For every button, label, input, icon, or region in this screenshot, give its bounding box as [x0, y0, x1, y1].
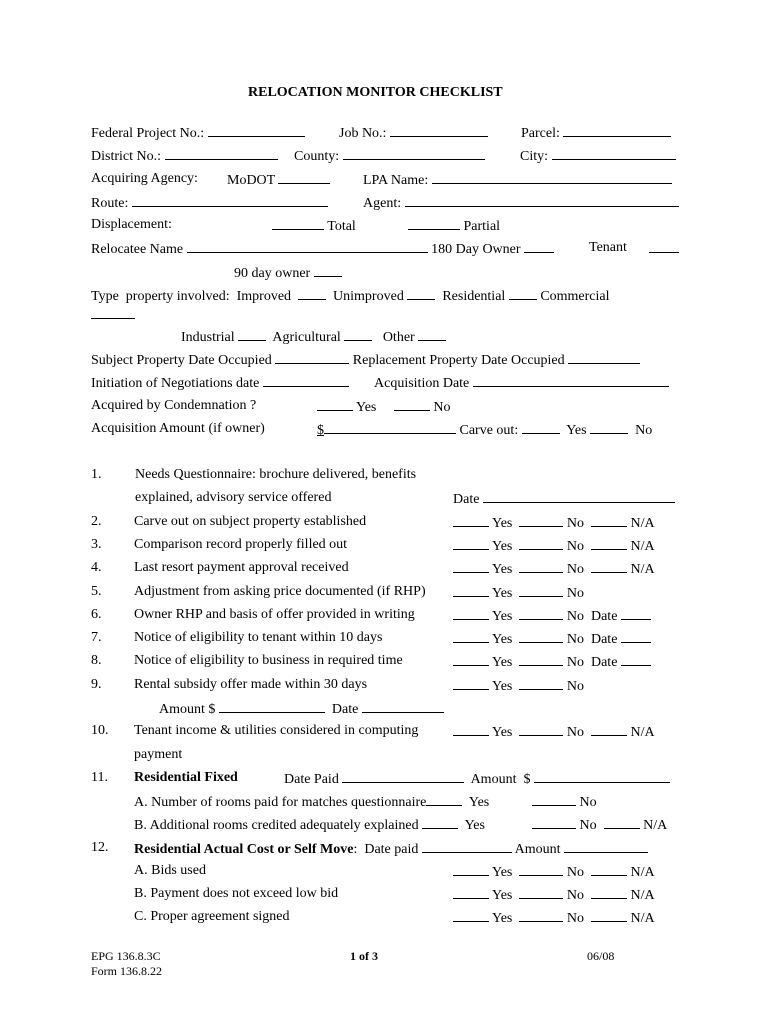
item-12a-letter: A. [134, 863, 148, 878]
item-11b-na-field[interactable] [604, 816, 640, 829]
type-property-label: Type property involved: [91, 289, 230, 304]
acq-amount-field[interactable] [324, 421, 456, 434]
no-label: No [635, 423, 653, 438]
yes-label: Yes [491, 655, 513, 670]
carve-out-label: Carve out: [459, 423, 519, 438]
date-label: Date [590, 655, 618, 670]
item-11-amount-label: Amount [470, 772, 517, 787]
agent-label: Agent: [363, 196, 402, 211]
route-field[interactable] [132, 194, 328, 207]
item-11b-text: Additional rooms credited adequately explained [149, 818, 419, 833]
item-12a-text: Bids used [151, 863, 206, 878]
item-11b-no-field[interactable] [532, 816, 576, 829]
acq-amount-label: Acquisition Amount (if owner) [91, 421, 265, 436]
item-10-text-cont: payment [134, 747, 183, 762]
item-11-heading: Residential Fixed [134, 770, 238, 785]
replacement-date-field[interactable] [568, 351, 640, 364]
item-2-na-field[interactable] [591, 514, 627, 527]
item-11-date-paid-field[interactable] [342, 770, 464, 783]
item-6-yes-field[interactable] [453, 607, 489, 620]
item-12b-na-field[interactable] [591, 886, 627, 899]
acquisition-date-label: Acquisition Date [374, 376, 470, 391]
lpa-name-field[interactable] [432, 171, 672, 184]
county-field[interactable] [343, 147, 485, 160]
item-11-number: 11. [91, 770, 108, 785]
item-1-text: Needs Questionnaire: brochure delivered, benefits [135, 467, 417, 482]
item-11a-no-field[interactable] [532, 793, 576, 806]
tenant-field[interactable] [649, 240, 679, 253]
footer-date: 06/08 [587, 949, 615, 963]
yes-label: Yes [566, 423, 587, 438]
no-label: No [566, 725, 584, 740]
day180-owner-field[interactable] [524, 240, 554, 253]
item-9-yes-field[interactable] [453, 677, 489, 690]
unimproved-field[interactable] [407, 287, 435, 300]
yes-label: Yes [491, 679, 513, 694]
yes-label: Yes [491, 911, 513, 926]
item-12c-no-field[interactable] [519, 909, 563, 922]
yes-label: Yes [355, 400, 377, 415]
yes-label: Yes [491, 888, 513, 903]
unimproved-label: Unimproved [333, 289, 404, 304]
item-12b-yes-field[interactable] [453, 886, 489, 899]
subject-date-field[interactable] [275, 351, 349, 364]
day90-owner-label: 90 day owner [234, 266, 311, 281]
item-12c-text: Proper agreement signed [150, 909, 290, 924]
dollar-sign: $ [317, 423, 324, 438]
total-label: Total [327, 219, 356, 234]
commercial-label: Commercial [540, 289, 610, 304]
date-label: Date [331, 702, 359, 717]
yes-label: Yes [491, 865, 513, 880]
lpa-name-label: LPA Name: [363, 173, 429, 188]
item-7-yes-field[interactable] [453, 630, 489, 643]
item-10-text: Tenant income & utilities considered in computing [134, 723, 419, 738]
initiation-label: Initiation of Negotiations date [91, 376, 260, 391]
job-no-field[interactable] [390, 124, 488, 137]
initiation-field[interactable] [263, 374, 349, 387]
item-11-amount-field[interactable] [534, 770, 670, 783]
district-field[interactable] [165, 147, 278, 160]
item-12a-na-field[interactable] [591, 863, 627, 876]
no-label: No [566, 539, 584, 554]
date-label: Date [453, 492, 480, 507]
modot-label: MoDOT [227, 173, 275, 188]
item-6-no-field[interactable] [519, 607, 563, 620]
item-6-text: Owner RHP and basis of offer provided in writing [134, 607, 415, 622]
acquiring-agency-label: Acquiring Agency: [91, 171, 198, 186]
no-label: No [433, 400, 451, 415]
item-8-number: 8. [91, 653, 102, 668]
other-field[interactable] [418, 328, 446, 341]
item-12c-yes-field[interactable] [453, 909, 489, 922]
item-9-amount-field[interactable] [219, 700, 325, 713]
item-12c-na-field[interactable] [591, 909, 627, 922]
residential-label: Residential [442, 289, 506, 304]
yes-label: Yes [468, 795, 490, 810]
item-2-yes-field[interactable] [453, 514, 489, 527]
improved-field[interactable] [298, 287, 326, 300]
item-5-no-field[interactable] [519, 584, 563, 597]
agricultural-label: Agricultural [272, 330, 341, 345]
item-11b-yes-field[interactable] [422, 816, 458, 829]
day180-owner-label: 180 Day Owner [431, 242, 521, 257]
item-12-date-paid-label: : Date paid [353, 842, 419, 857]
improved-label: Improved [236, 289, 292, 304]
item-8-no-field[interactable] [519, 653, 563, 666]
other-label: Other [382, 330, 415, 345]
item-9-text: Rental subsidy offer made within 30 days [134, 677, 368, 692]
no-label: No [579, 818, 597, 833]
item-3-na-field[interactable] [591, 537, 627, 550]
replacement-date-label: Replacement Property Date Occupied [352, 353, 565, 368]
item-7-no-field[interactable] [519, 630, 563, 643]
date-label: Date [590, 609, 618, 624]
no-label: No [566, 516, 584, 531]
item-3-no-field[interactable] [519, 537, 563, 550]
tenant-label: Tenant [589, 240, 627, 255]
item-9-number: 9. [91, 677, 102, 692]
item-10-yes-field[interactable] [453, 723, 489, 736]
item-12-number: 12. [91, 840, 109, 855]
item-3-text: Comparison record properly filled out [134, 537, 348, 552]
no-label: No [566, 586, 584, 601]
industrial-field[interactable] [238, 328, 266, 341]
na-label: N/A [630, 911, 655, 926]
item-9-no-field[interactable] [519, 677, 563, 690]
route-label: Route: [91, 196, 129, 211]
item-2-no-field[interactable] [519, 514, 563, 527]
federal-project-field[interactable] [208, 124, 305, 137]
item-3-yes-field[interactable] [453, 537, 489, 550]
item-12a-no-field[interactable] [519, 863, 563, 876]
item-3-number: 3. [91, 537, 102, 552]
item-8-date-field[interactable] [621, 653, 651, 666]
item-9-date-field[interactable] [362, 700, 444, 713]
no-label: No [566, 562, 584, 577]
item-4-number: 4. [91, 560, 102, 575]
item-10-na-field[interactable] [591, 723, 627, 736]
yes-label: Yes [491, 516, 513, 531]
no-label: No [566, 609, 584, 624]
industrial-label: Industrial [181, 330, 235, 345]
item-1-text-cont: explained, advisory service offered [135, 490, 332, 505]
yes-label: Yes [491, 725, 513, 740]
item-12c-letter: C. [134, 909, 147, 924]
yes-label: Yes [491, 586, 513, 601]
item-12-amount-field[interactable] [564, 840, 648, 853]
item-5-text: Adjustment from asking price documented (if RHP) [134, 584, 426, 599]
yes-label: Yes [491, 632, 513, 647]
item-4-yes-field[interactable] [453, 560, 489, 573]
item-12b-no-field[interactable] [519, 886, 563, 899]
partial-label: Partial [463, 219, 501, 234]
acquisition-date-field[interactable] [473, 374, 669, 387]
item-4-text: Last resort payment approval received [134, 560, 349, 575]
parcel-label: Parcel: [521, 126, 560, 141]
footer-epg: EPG 136.8.3C [91, 949, 161, 963]
na-label: N/A [630, 865, 655, 880]
no-label: No [566, 679, 584, 694]
displacement-label: Displacement: [91, 217, 172, 232]
item-11b-letter: B. [134, 818, 147, 833]
district-label: District No.: [91, 149, 161, 164]
item-7-number: 7. [91, 630, 102, 645]
parcel-field[interactable] [563, 124, 671, 137]
dollar-sign: $ [523, 772, 531, 787]
na-label: N/A [630, 562, 655, 577]
na-label: N/A [630, 516, 655, 531]
na-label: N/A [630, 539, 655, 554]
item-11a-text: Number of rooms paid for matches questionnaire [151, 795, 427, 810]
item-10-number: 10. [91, 723, 109, 738]
item-4-no-field[interactable] [519, 560, 563, 573]
item-12-amount-label: Amount [514, 842, 561, 857]
item-12-date-paid-field[interactable] [422, 840, 512, 853]
item-11-date-paid-label: Date Paid [284, 772, 339, 787]
total-field[interactable] [272, 217, 324, 230]
footer-form: Form 136.8.22 [91, 964, 163, 978]
agricultural-field[interactable] [344, 328, 372, 341]
item-12-heading: Residential Actual Cost or Self Move [134, 842, 354, 857]
item-8-text: Notice of eligibility to business in required time [134, 653, 403, 668]
item-10-no-field[interactable] [519, 723, 563, 736]
item-9-amount-label: Amount $ [159, 702, 216, 717]
modot-field[interactable] [278, 171, 330, 184]
condemnation-yes-field[interactable] [317, 398, 353, 411]
yes-label: Yes [464, 818, 485, 833]
item-6-number: 6. [91, 607, 102, 622]
na-label: N/A [630, 888, 655, 903]
relocatee-name-field[interactable] [187, 240, 428, 253]
item-5-number: 5. [91, 584, 102, 599]
residential-field[interactable] [509, 287, 537, 300]
na-label: N/A [630, 725, 655, 740]
carve-out-yes-field[interactable] [522, 421, 560, 434]
item-6-date-field[interactable] [621, 607, 651, 620]
county-label: County: [294, 149, 340, 164]
item-2-number: 2. [91, 514, 102, 529]
footer-page-number: 1 of 3 [350, 949, 378, 963]
yes-label: Yes [491, 609, 513, 624]
item-12b-letter: B. [134, 886, 147, 901]
na-label: N/A [643, 818, 668, 833]
yes-label: Yes [491, 562, 513, 577]
item-7-date-field[interactable] [621, 630, 651, 643]
item-4-na-field[interactable] [591, 560, 627, 573]
item-12a-yes-field[interactable] [453, 863, 489, 876]
federal-project-label: Federal Project No.: [91, 126, 205, 141]
carve-out-no-field[interactable] [590, 421, 628, 434]
item-8-yes-field[interactable] [453, 653, 489, 666]
job-no-label: Job No.: [339, 126, 387, 141]
city-field[interactable] [552, 147, 676, 160]
date-label: Date [590, 632, 618, 647]
no-label: No [579, 795, 597, 810]
item-11a-yes-field[interactable] [426, 793, 462, 806]
condemnation-label: Acquired by Condemnation ? [91, 398, 257, 413]
item-2-text: Carve out on subject property established [134, 514, 367, 529]
commercial-field[interactable] [91, 306, 135, 319]
no-label: No [566, 655, 584, 670]
item-1-number: 1. [91, 467, 102, 482]
city-label: City: [520, 149, 549, 164]
yes-label: Yes [491, 539, 513, 554]
item-5-yes-field[interactable] [453, 584, 489, 597]
condemnation-no-field[interactable] [394, 398, 430, 411]
agent-field[interactable] [405, 194, 679, 207]
no-label: No [566, 888, 584, 903]
item-12b-text: Payment does not exceed low bid [150, 886, 339, 901]
no-label: No [566, 865, 584, 880]
partial-field[interactable] [408, 217, 460, 230]
page-title: RELOCATION MONITOR CHECKLIST [248, 85, 503, 100]
relocatee-name-label: Relocatee Name [91, 242, 184, 257]
item-11a-letter: A. [134, 795, 148, 810]
no-label: No [566, 911, 584, 926]
item-7-text: Notice of eligibility to tenant within 10 days [134, 630, 383, 645]
subject-date-label: Subject Property Date Occupied [91, 353, 272, 368]
no-label: No [566, 632, 584, 647]
day90-owner-field[interactable] [314, 264, 342, 277]
item-1-date-field[interactable] [483, 490, 675, 503]
